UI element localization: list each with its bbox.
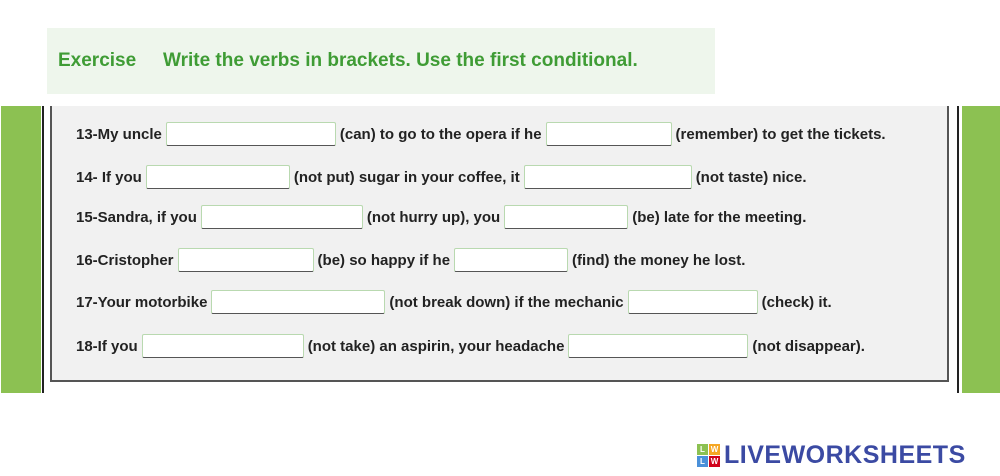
question-15 <box>76 203 806 231</box>
question-18-start: 18-If you <box>76 337 138 355</box>
answer-15b-input[interactable] <box>504 205 628 229</box>
logo-mark-icon: L W L W <box>697 444 720 467</box>
question-13 <box>76 120 886 148</box>
answer-13a-input[interactable] <box>166 122 336 146</box>
exercise-header <box>47 28 715 94</box>
question-17-middle: (not break down) if the mechanic <box>389 293 624 311</box>
question-13-end: (remember) to get the tickets. <box>675 125 886 143</box>
answer-18b-input[interactable] <box>568 334 748 358</box>
answer-14a-input[interactable] <box>146 165 290 189</box>
question-18-end: (not disappear). <box>752 337 865 355</box>
question-14-end: (not taste) nice. <box>695 168 807 186</box>
question-15-end: (be) late for the meeting. <box>632 208 807 226</box>
question-16 <box>76 246 745 274</box>
exercise-label: Exercise <box>58 50 137 71</box>
question-16-end: (find) the money he lost. <box>572 251 746 269</box>
question-15-middle: (not hurry up), you <box>366 208 501 226</box>
logo-text: LIVEWORKSHEETS <box>724 440 966 469</box>
question-13-middle: (can) to go to the opera if he <box>339 125 542 143</box>
left-green-bar <box>1 106 41 393</box>
question-17 <box>76 288 832 316</box>
answer-17a-input[interactable] <box>211 290 385 314</box>
answer-18a-input[interactable] <box>142 334 304 358</box>
question-18-middle: (not take) an aspirin, your headache <box>307 337 565 355</box>
exercise-instruction: Write the verbs in brackets. Use the first conditional. <box>163 50 638 71</box>
right-green-bar <box>962 106 1000 393</box>
question-13-start: 13-My uncle <box>76 125 162 143</box>
question-17-start: 17-Your motorbike <box>76 293 208 311</box>
question-14-middle: (not put) sugar in your coffee, it <box>293 168 520 186</box>
question-14 <box>76 163 807 191</box>
answer-14b-input[interactable] <box>524 165 692 189</box>
question-16-start: 16-Cristopher <box>76 251 174 269</box>
question-16-middle: (be) so happy if he <box>317 251 451 269</box>
right-border-line <box>957 106 959 393</box>
question-15-start: 15-Sandra, if you <box>76 208 197 226</box>
question-18 <box>76 332 865 360</box>
liveworksheets-logo <box>697 440 966 470</box>
answer-16b-input[interactable] <box>454 248 568 272</box>
answer-15a-input[interactable] <box>201 205 363 229</box>
question-14-start: 14- If you <box>76 168 142 186</box>
left-border-line <box>42 106 44 393</box>
answer-13b-input[interactable] <box>546 122 672 146</box>
answer-17b-input[interactable] <box>628 290 758 314</box>
question-17-end: (check) it. <box>761 293 832 311</box>
answer-16a-input[interactable] <box>178 248 314 272</box>
